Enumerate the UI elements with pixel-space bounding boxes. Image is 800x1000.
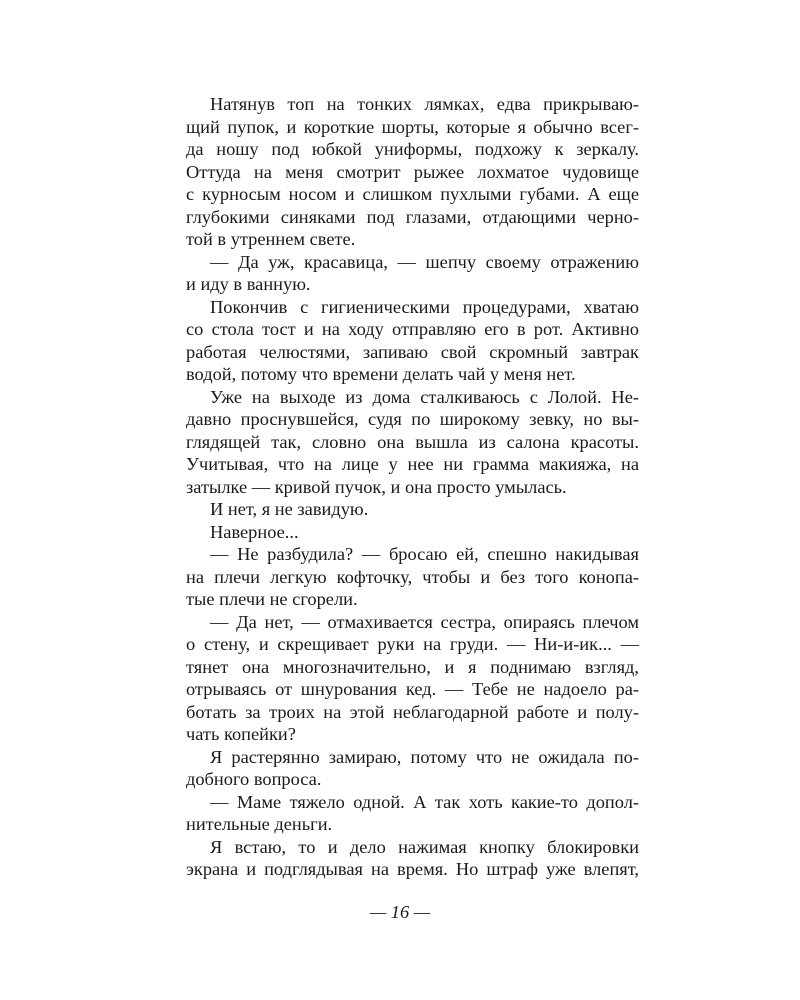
text-line: тянет она многозначительно, и я поднимаю взгляд, xyxy=(186,656,639,677)
text-line: — Не разбудила? — бросаю ей, спешно накидывая xyxy=(210,544,639,564)
page-number: — 16 — xyxy=(369,902,431,922)
text-line: глубокими синяками под глазами, отдающими черно- xyxy=(186,206,639,227)
text-line: Натянув топ на тонких лямках, едва прикрываю- xyxy=(210,94,639,114)
text-line: тые плечи не сгорели. xyxy=(186,589,358,609)
paragraph xyxy=(186,543,639,611)
text-line: — Маме тяжело одной. А так хоть какие-то допол- xyxy=(210,791,639,812)
text-line: на плечи легкую кофточку, чтобы и без того конопа- xyxy=(186,566,639,587)
text-line: чать копейки? xyxy=(186,724,296,744)
paragraph xyxy=(186,296,639,386)
paragraph xyxy=(186,251,639,296)
text-line: — Да уж, красавица, — шепчу своему отражению xyxy=(210,251,639,272)
paragraph xyxy=(186,93,639,251)
text-line: И нет, я не завидую. xyxy=(210,499,369,519)
paragraph xyxy=(186,746,639,791)
text-line: Наверное... xyxy=(210,521,299,542)
text-line: о стену, и скрещивает руки на груди. — Ни-и-ик... — xyxy=(186,634,639,654)
text-line: Покончив с гигиеническими процедурами, хватаю xyxy=(210,296,639,317)
paragraph xyxy=(186,498,639,521)
text-line: с курносым носом и слишком пухлыми губами. А еще xyxy=(186,184,639,204)
paragraph xyxy=(186,521,639,544)
text-line: Я растерянно замираю, потому что не ожидала по- xyxy=(210,746,639,767)
text-line: Оттуда на меня смотрит рыжее лохматое чудовище xyxy=(186,161,639,182)
text-line: — Да нет, — отмахивается сестра, опираясь плечом xyxy=(210,611,639,632)
text-line: добного вопроса. xyxy=(186,769,322,789)
paragraph xyxy=(186,386,639,499)
text-line: щий пупок, и короткие шорты, которые я обычно всег- xyxy=(186,116,639,137)
text-line: и иду в ванную. xyxy=(186,274,311,294)
paragraph xyxy=(186,611,639,746)
text-line: той в утреннем свете. xyxy=(186,229,356,249)
text-line: да ношу под юбкой униформы, подхожу к зеркалу. xyxy=(186,139,639,159)
text-line: отрываясь от шнурования кед. — Тебе не надоело ра- xyxy=(186,679,639,699)
body-text xyxy=(186,93,639,881)
text-line: затылке — кривой пучок, и она просто умылась. xyxy=(186,476,567,497)
text-line: давно проснувшейся, судя по широкому зевку, но вы- xyxy=(186,409,639,429)
text-line: со стола тост и на ходу отправляю его в рот. Активно xyxy=(186,319,639,339)
text-line: ботать за троих на этой неблагодарной работе и полу- xyxy=(186,701,639,722)
text-line: Я встаю, то и дело нажимая кнопку блокировки xyxy=(210,836,639,857)
text-line: экрана и подглядывая на время. Но штраф уже влепят, xyxy=(186,859,639,879)
paragraph xyxy=(186,836,639,881)
text-line: Учитывая, что на лице у нее ни грамма макияжа, на xyxy=(186,454,639,474)
text-line: нительные деньги. xyxy=(186,814,333,834)
text-line: работая челюстями, запиваю свой скромный завтрак xyxy=(186,341,639,362)
paragraph xyxy=(186,791,639,836)
text-line: водой, потому что времени делать чай у меня нет. xyxy=(186,364,576,384)
text-line: Уже на выходе из дома сталкиваюсь с Лолой. Не- xyxy=(210,386,639,407)
text-line: глядящей так, словно она вышла из салона красоты. xyxy=(186,431,639,452)
